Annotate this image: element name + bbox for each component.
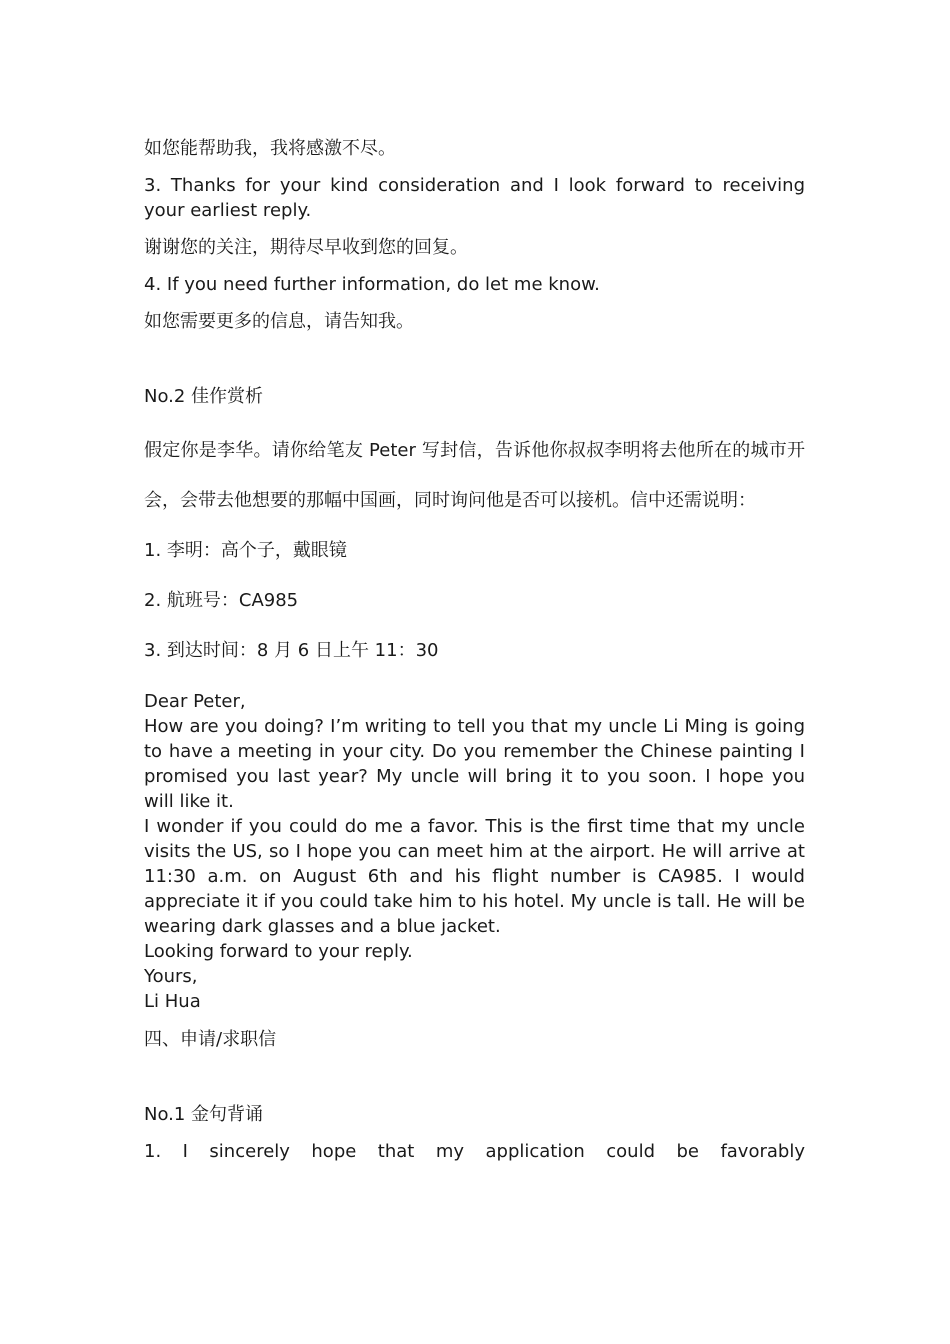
sentence-item-3-en: 3. Thanks for your kind consideration and I look forward to receiving your earliest reply. bbox=[144, 175, 805, 221]
letter-signature: Li Hua bbox=[144, 991, 201, 1012]
writing-prompt: 假定你是李华。请你给笔友 Peter 写封信，告诉他你叔叔李明将去他所在的城市开会，会带去他想要的那幅中国画，同时询问他是否可以接机。信中还需说明： bbox=[144, 440, 805, 511]
prompt-point-3: 3. 到达时间：8 月 6 日上午 11：30 bbox=[144, 640, 439, 661]
text-line: 如您能帮助我，我将感激不尽。 bbox=[144, 138, 396, 159]
letter-signoff: Yours, bbox=[144, 966, 198, 987]
writing-prompt-block bbox=[144, 426, 805, 676]
prompt-point-2: 2. 航班号：CA985 bbox=[144, 590, 299, 611]
sentence-item-1-partial: 1. I sincerely hope that my application could be favorably bbox=[144, 1141, 805, 1162]
document-page bbox=[144, 136, 805, 1164]
letter-paragraph-1: How are you doing? I’m writing to tell you that my uncle Li Ming is going to have a meeting in your city. Do you remember the Chinese painting I promised you last year? My uncle will bring it to you soon. I hope you will like it. bbox=[144, 716, 805, 812]
letter-salutation: Dear Peter, bbox=[144, 691, 246, 712]
prompt-point-1: 1. 李明：高个子，戴眼镜 bbox=[144, 540, 347, 561]
sample-letter bbox=[144, 689, 805, 1014]
letter-closing-line: Looking forward to your reply. bbox=[144, 941, 413, 962]
sentence-item-3-zh: 谢谢您的关注，期待尽早收到您的回复。 bbox=[144, 237, 468, 258]
section-heading-no2: No.2 佳作赏析 bbox=[144, 386, 264, 407]
sentence-item-4-zh: 如您需要更多的信息，请告知我。 bbox=[144, 311, 414, 332]
section-title-4: 四、申请/求职信 bbox=[144, 1029, 277, 1050]
section-heading-no1: No.1 金句背诵 bbox=[144, 1104, 264, 1125]
letter-paragraph-2: I wonder if you could do me a favor. This is the first time that my uncle visits the US, so I hope you can meet him at the airport. He will arrive at 11:30 a.m. on August 6th and his flight number is CA985. I would appreciate it if you could take him to his hotel. My uncle is tall. He will be wearing dark glasses and a blue jacket. bbox=[144, 816, 805, 937]
sentence-item-4-en: 4. If you need further information, do let me know. bbox=[144, 274, 600, 295]
